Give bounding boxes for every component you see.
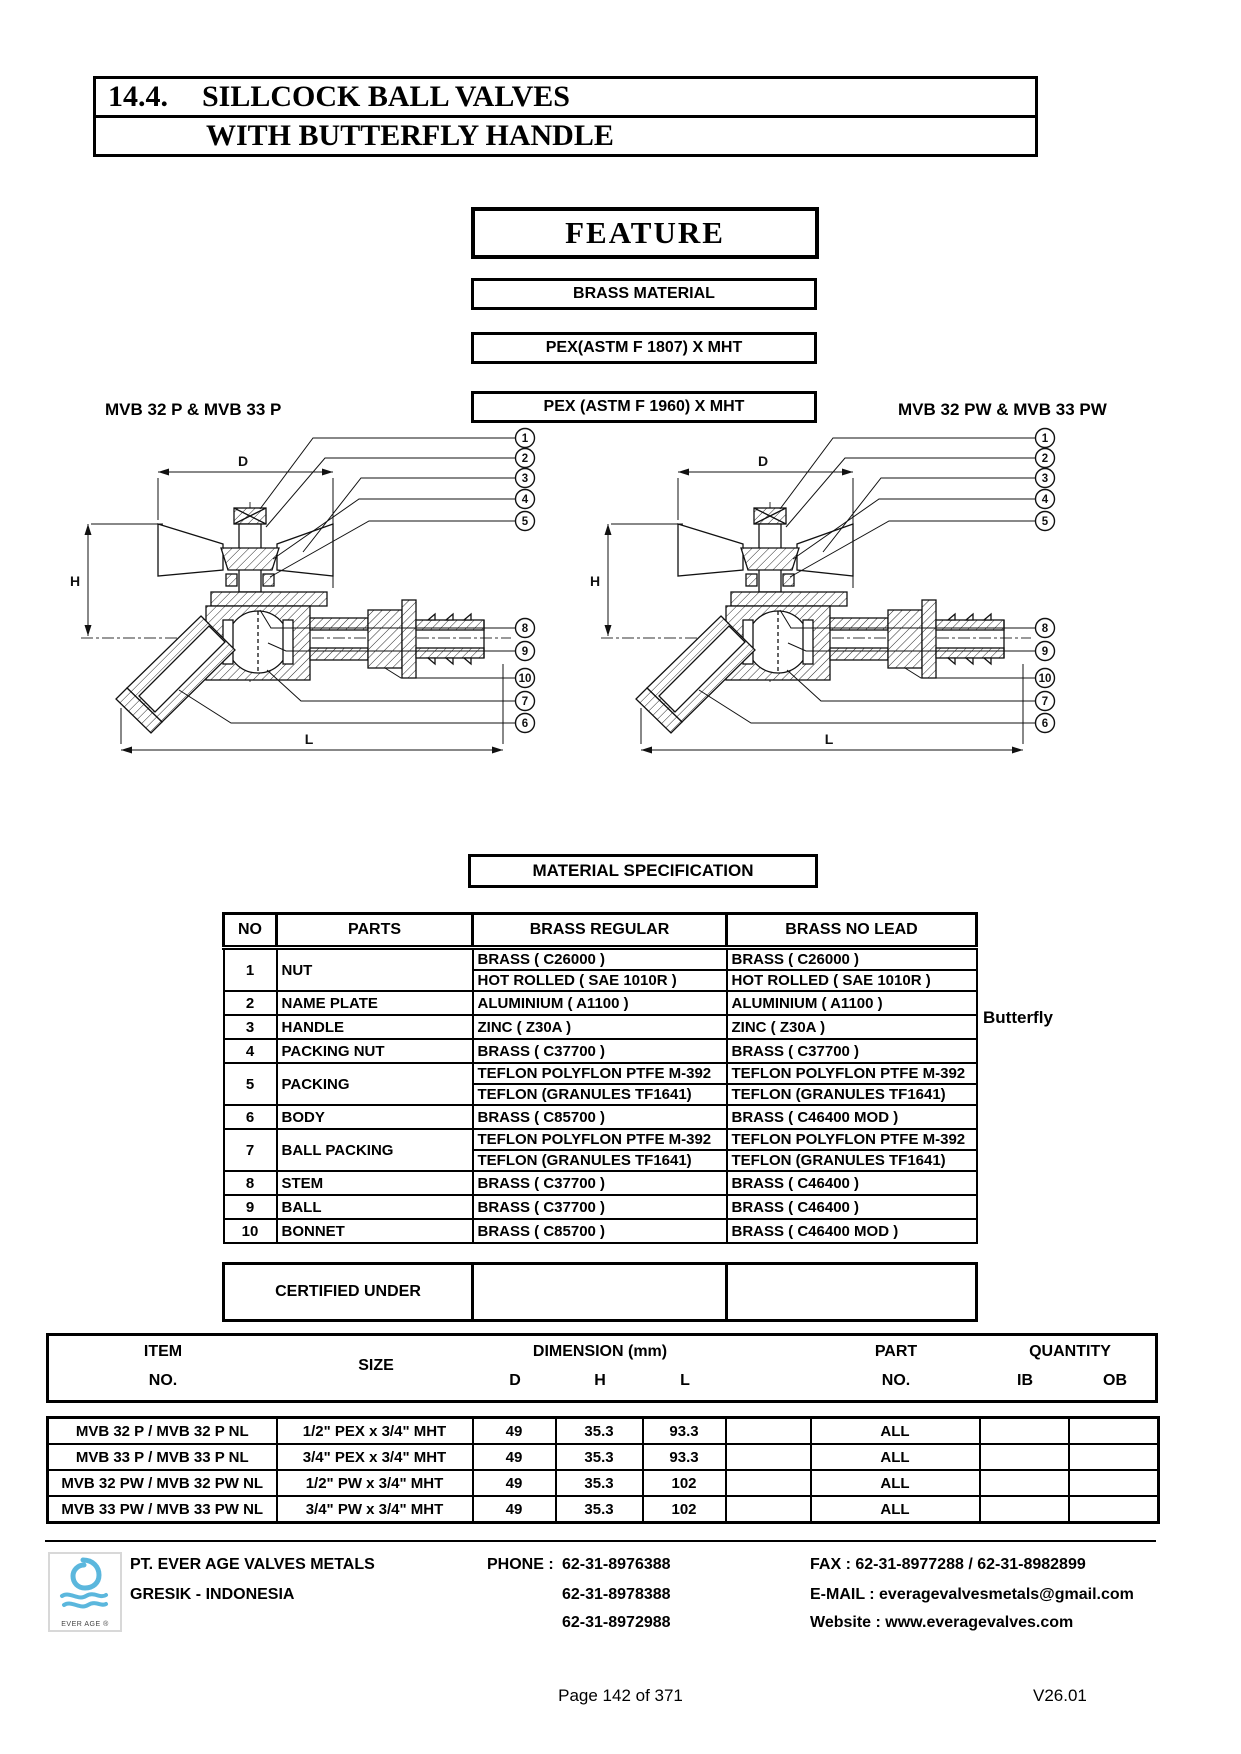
dim-l-label: L xyxy=(304,731,314,747)
valve-cross-section-drawing xyxy=(583,420,1073,770)
spec-part: PACKING xyxy=(277,1063,473,1105)
page-title-block xyxy=(93,76,1038,157)
feature-item-brass: BRASS MATERIAL xyxy=(471,278,817,310)
spec-row xyxy=(224,1219,977,1243)
footer-divider xyxy=(45,1540,1156,1542)
spec-row xyxy=(224,991,977,1015)
mounting-flange xyxy=(922,600,936,678)
union-nut xyxy=(368,610,402,668)
material-spec-heading: MATERIAL SPECIFICATION xyxy=(468,854,818,888)
valve-body xyxy=(636,508,1004,733)
callout-8: 8 xyxy=(521,623,529,635)
dim-l: 93.3 xyxy=(643,1418,726,1445)
callout-5: 5 xyxy=(521,516,529,528)
callout-5: 5 xyxy=(1041,516,1049,528)
dim-h-label: H xyxy=(69,573,81,589)
callout-9: 9 xyxy=(1041,646,1049,658)
qty-ob xyxy=(1069,1444,1159,1470)
spec-row xyxy=(224,1129,977,1150)
spec-no: 10 xyxy=(224,1219,277,1243)
spec-reg: TEFLON (GRANULES TF1641) xyxy=(473,1150,727,1171)
callout-4: 4 xyxy=(521,494,529,506)
spec-nl: ZINC ( Z30A ) xyxy=(727,1015,977,1039)
col-part-no: NO. xyxy=(881,1372,911,1389)
model-label-right: MVB 32 PW & MVB 33 PW xyxy=(898,400,1107,419)
callout-6: 6 xyxy=(1041,718,1049,730)
spec-part: NUT xyxy=(277,948,473,992)
certified-under-label: CERTIFIED UNDER xyxy=(224,1264,473,1321)
item-no: MVB 32 PW / MVB 32 PW NL xyxy=(48,1470,277,1496)
spec-reg: BRASS ( C26000 ) xyxy=(473,948,727,971)
ball-packing-right xyxy=(283,620,293,664)
col-l: L xyxy=(680,1372,690,1389)
valve-cross-section-drawing xyxy=(63,420,553,770)
spec-no: 8 xyxy=(224,1171,277,1195)
item-no: MVB 33 P / MVB 33 P NL xyxy=(48,1444,277,1470)
spec-nl: BRASS ( C37700 ) xyxy=(727,1039,977,1063)
valve-drawing-right xyxy=(583,420,1073,770)
dimension-row xyxy=(48,1444,1159,1470)
logo-caption: EVER AGE ® xyxy=(61,1621,109,1628)
valve-drawing-left xyxy=(63,420,553,770)
col-ib: IB xyxy=(1017,1372,1033,1389)
spec-reg: ZINC ( Z30A ) xyxy=(473,1015,727,1039)
spec-row xyxy=(224,1171,977,1195)
spec-reg: BRASS ( C85700 ) xyxy=(473,1219,727,1243)
col-item-no: NO. xyxy=(148,1372,178,1389)
spec-nl: TEFLON (GRANULES TF1641) xyxy=(727,1150,977,1171)
spec-no: 1 xyxy=(224,948,277,992)
company-city: GRESIK - INDONESIA xyxy=(130,1586,295,1603)
qty-ob xyxy=(1069,1470,1159,1496)
callout-2: 2 xyxy=(521,453,529,465)
blank-cell xyxy=(726,1496,811,1523)
callout-6: 6 xyxy=(521,718,529,730)
spec-col-no: NO xyxy=(224,914,277,948)
callout-2: 2 xyxy=(1041,453,1049,465)
certified-cell-no-lead xyxy=(727,1264,977,1321)
spec-no: 5 xyxy=(224,1063,277,1105)
qty-ib xyxy=(980,1496,1069,1523)
company-logo xyxy=(48,1552,122,1632)
phone-number: 62-31-8976388 xyxy=(562,1556,671,1573)
dim-d-label: D xyxy=(237,453,249,469)
size: 1/2" PW x 3/4" MHT xyxy=(277,1470,473,1496)
section-number: 14.4. xyxy=(108,80,168,113)
part-no: ALL xyxy=(811,1470,980,1496)
dim-h-label: H xyxy=(589,573,601,589)
certified-under-table xyxy=(222,1262,978,1322)
spec-nl: BRASS ( C26000 ) xyxy=(727,948,977,971)
page-subtitle: WITH BUTTERFLY HANDLE xyxy=(206,119,614,152)
blank-cell xyxy=(726,1470,811,1496)
spec-reg: TEFLON POLYFLON PTFE M-392 xyxy=(473,1129,727,1150)
feature-item-pex-f1960: PEX (ASTM F 1960) X MHT xyxy=(471,391,817,423)
page-number: Page 142 of 371 xyxy=(558,1686,683,1705)
spec-part: STEM xyxy=(277,1171,473,1195)
dim-l: 102 xyxy=(643,1496,726,1523)
callout-3: 3 xyxy=(521,473,529,485)
feature-heading: FEATURE xyxy=(471,207,819,259)
col-part: PART xyxy=(874,1343,918,1360)
dim-d: 49 xyxy=(473,1444,556,1470)
ever-age-logo-icon xyxy=(50,1554,116,1612)
spec-part: PACKING NUT xyxy=(277,1039,473,1063)
spec-part: BALL xyxy=(277,1195,473,1219)
callout-1: 1 xyxy=(1041,433,1049,445)
dim-d-label: D xyxy=(757,453,769,469)
callout-8: 8 xyxy=(1041,623,1049,635)
spec-nl: ALUMINIUM ( A1100 ) xyxy=(727,991,977,1015)
phone-number: 62-31-8978388 xyxy=(562,1586,671,1603)
company-name: PT. EVER AGE VALVES METALS xyxy=(130,1556,375,1573)
union-nut xyxy=(888,610,922,668)
spec-row xyxy=(224,1105,977,1129)
size: 3/4" PW x 3/4" MHT xyxy=(277,1496,473,1523)
spec-part: HANDLE xyxy=(277,1015,473,1039)
packing-nut xyxy=(221,548,279,570)
model-label-left: MVB 32 P & MVB 33 P xyxy=(105,400,282,419)
callout-7: 7 xyxy=(521,696,529,708)
col-d: D xyxy=(509,1372,521,1389)
col-dimension: DIMENSION (mm) xyxy=(532,1343,668,1360)
catalog-version: V26.01 xyxy=(1033,1686,1087,1705)
website-line: Website : www.everagevalves.com xyxy=(810,1614,1074,1631)
spec-row xyxy=(224,1063,977,1084)
spec-no: 2 xyxy=(224,991,277,1015)
qty-ob xyxy=(1069,1496,1159,1523)
spec-header-row xyxy=(224,914,977,948)
spec-row xyxy=(224,1195,977,1219)
spec-col-brass-no-lead: BRASS NO LEAD xyxy=(727,914,977,948)
dimension-data-table xyxy=(46,1416,1160,1524)
spec-nl: BRASS ( C46400 MOD ) xyxy=(727,1219,977,1243)
feature-item-pex-f1807: PEX(ASTM F 1807) X MHT xyxy=(471,332,817,364)
valve-body xyxy=(116,508,484,733)
spec-reg: ALUMINIUM ( A1100 ) xyxy=(473,991,727,1015)
dimension-row xyxy=(48,1470,1159,1496)
blank-cell xyxy=(726,1418,811,1445)
qty-ib xyxy=(980,1418,1069,1445)
spec-part: BONNET xyxy=(277,1219,473,1243)
spec-reg: HOT ROLLED ( SAE 1010R ) xyxy=(473,970,727,991)
dim-d: 49 xyxy=(473,1418,556,1445)
spec-row xyxy=(224,1015,977,1039)
dimension-row xyxy=(48,1418,1159,1445)
col-quantity: QUANTITY xyxy=(1029,1343,1111,1360)
fax-line: FAX : 62-31-8977288 / 62-31-8982899 xyxy=(810,1556,1086,1573)
callout-4: 4 xyxy=(1041,494,1049,506)
spec-col-parts: PARTS xyxy=(277,914,473,948)
page-title-line1 xyxy=(93,76,1038,118)
spec-row xyxy=(224,1039,977,1063)
dim-d: 49 xyxy=(473,1470,556,1496)
spec-reg: TEFLON POLYFLON PTFE M-392 xyxy=(473,1063,727,1084)
spec-no: 6 xyxy=(224,1105,277,1129)
qty-ib xyxy=(980,1444,1069,1470)
qty-ib xyxy=(980,1470,1069,1496)
col-size: SIZE xyxy=(358,1357,394,1374)
part-no: ALL xyxy=(811,1444,980,1470)
spec-nl: TEFLON POLYFLON PTFE M-392 xyxy=(727,1129,977,1150)
dimension-row xyxy=(48,1496,1159,1523)
dim-h: 35.3 xyxy=(556,1444,643,1470)
email-line: E-MAIL : everagevalvesmetals@gmail.com xyxy=(810,1586,1134,1603)
packing xyxy=(746,574,757,586)
phone-number: 62-31-8972988 xyxy=(562,1614,671,1631)
spec-part: BALL PACKING xyxy=(277,1129,473,1171)
spec-no: 4 xyxy=(224,1039,277,1063)
material-spec-table xyxy=(222,912,978,1244)
spec-reg: BRASS ( C37700 ) xyxy=(473,1195,727,1219)
dim-h: 35.3 xyxy=(556,1418,643,1445)
spec-nl: BRASS ( C46400 MOD ) xyxy=(727,1105,977,1129)
col-ob: OB xyxy=(1103,1372,1127,1389)
spec-part: NAME PLATE xyxy=(277,991,473,1015)
callout-3: 3 xyxy=(1041,473,1049,485)
certified-cell-regular xyxy=(473,1264,727,1321)
spec-part: BODY xyxy=(277,1105,473,1129)
part-no: ALL xyxy=(811,1418,980,1445)
bonnet xyxy=(211,592,327,606)
spec-nl: HOT ROLLED ( SAE 1010R ) xyxy=(727,970,977,991)
spec-reg: BRASS ( C85700 ) xyxy=(473,1105,727,1129)
packing-nut xyxy=(741,548,799,570)
spec-reg: TEFLON (GRANULES TF1641) xyxy=(473,1084,727,1105)
dim-l: 93.3 xyxy=(643,1444,726,1470)
spec-no: 3 xyxy=(224,1015,277,1039)
callout-10: 10 xyxy=(1038,673,1052,685)
dimension-table-header xyxy=(46,1333,1158,1403)
blank-cell xyxy=(726,1444,811,1470)
qty-ob xyxy=(1069,1418,1159,1445)
handle-type-note: Butterfly xyxy=(983,1008,1053,1027)
spec-nl: BRASS ( C46400 ) xyxy=(727,1195,977,1219)
spec-nl: TEFLON POLYFLON PTFE M-392 xyxy=(727,1063,977,1084)
spec-row xyxy=(224,948,977,971)
dim-h: 35.3 xyxy=(556,1470,643,1496)
size: 1/2" PEX x 3/4" MHT xyxy=(277,1418,473,1445)
callout-10: 10 xyxy=(518,673,532,685)
col-item: ITEM xyxy=(143,1343,183,1360)
page-title: SILLCOCK BALL VALVES xyxy=(202,80,570,113)
size: 3/4" PEX x 3/4" MHT xyxy=(277,1444,473,1470)
handle-wing-left xyxy=(158,524,223,576)
handle-wing-left xyxy=(678,524,743,576)
part-no: ALL xyxy=(811,1496,980,1523)
mounting-flange xyxy=(402,600,416,678)
spec-no: 7 xyxy=(224,1129,277,1171)
spec-nl: TEFLON (GRANULES TF1641) xyxy=(727,1084,977,1105)
spec-nl: BRASS ( C46400 ) xyxy=(727,1171,977,1195)
dim-d: 49 xyxy=(473,1496,556,1523)
spec-reg: BRASS ( C37700 ) xyxy=(473,1171,727,1195)
item-no: MVB 33 PW / MVB 33 PW NL xyxy=(48,1496,277,1523)
callout-balloons xyxy=(516,429,535,733)
bonnet xyxy=(731,592,847,606)
ball-packing-right xyxy=(803,620,813,664)
page-title-line2 xyxy=(93,115,1038,157)
dim-l: 102 xyxy=(643,1470,726,1496)
spec-col-brass-regular: BRASS REGULAR xyxy=(473,914,727,948)
dim-l-label: L xyxy=(824,731,834,747)
col-h: H xyxy=(594,1372,606,1389)
phone-label: PHONE : xyxy=(487,1556,554,1573)
dim-h: 35.3 xyxy=(556,1496,643,1523)
item-no: MVB 32 P / MVB 32 P NL xyxy=(48,1418,277,1445)
callout-balloons xyxy=(1036,429,1055,733)
packing xyxy=(226,574,237,586)
spec-reg: BRASS ( C37700 ) xyxy=(473,1039,727,1063)
callout-1: 1 xyxy=(521,433,529,445)
callout-9: 9 xyxy=(521,646,529,658)
certified-row xyxy=(224,1264,977,1321)
spec-no: 9 xyxy=(224,1195,277,1219)
callout-7: 7 xyxy=(1041,696,1049,708)
